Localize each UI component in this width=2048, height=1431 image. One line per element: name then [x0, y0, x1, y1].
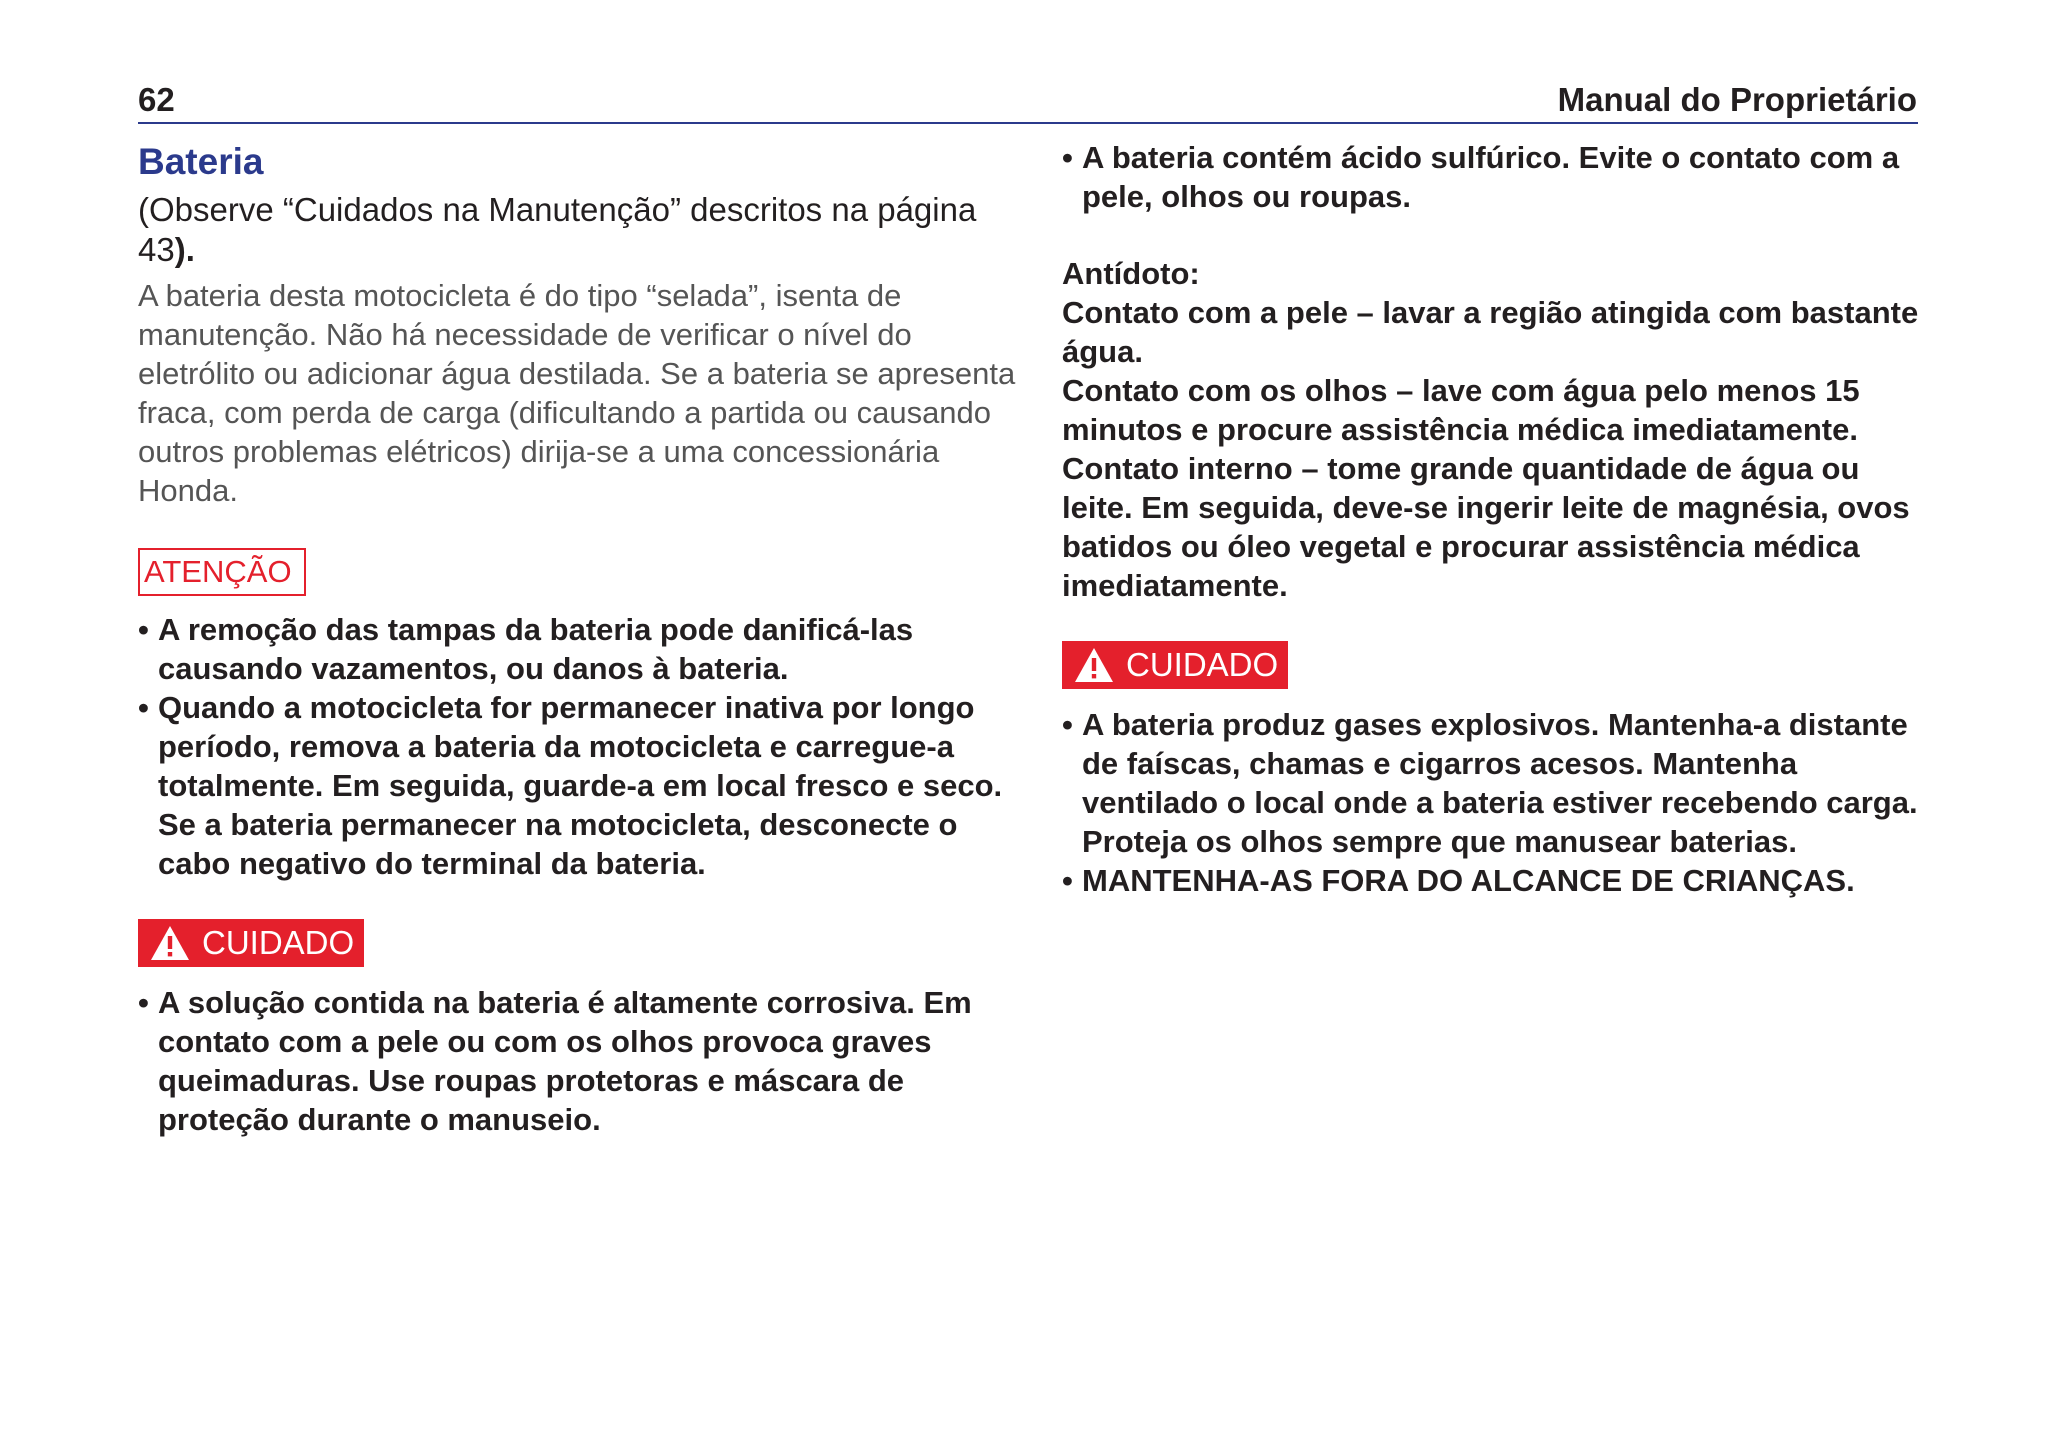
manual-title: Manual do Proprietário: [1557, 81, 1917, 118]
acid-warning-text: A bateria contém ácido sulfúrico. Evite o contato com a pele, olhos ou roupas.: [1082, 140, 1900, 214]
antidote-line: Contato com a pele – lavar a região atingida com bastante água.: [1062, 295, 1919, 369]
list-item: [1062, 861, 1922, 900]
left-column: [138, 138, 1018, 1139]
atencao-item-text: A remoção das tampas da bateria pode danificá-las causando vazamentos, ou danos à bateria.: [158, 612, 914, 686]
bullet-dot: •: [1062, 863, 1073, 898]
antidote-line: Contato com os olhos – lave com água pelo menos 15 minutos e procure assistência médica imediatamente.: [1062, 373, 1860, 447]
section-title: Bateria: [138, 141, 264, 182]
bullet-dot: •: [138, 612, 149, 647]
warning-triangle-icon: [150, 925, 190, 961]
bullet-dot: •: [138, 690, 149, 725]
warning-triangle-icon: [1074, 647, 1114, 683]
list-item: [1062, 705, 1922, 861]
reference-text: (Observe “Cuidados na Manutenção” descritos na página 43: [138, 191, 977, 268]
antidote-line: Contato interno – tome grande quantidade de água ou leite. Em seguida, deve-se ingerir leite de magnésia, ovos batidos ou óleo vegetal e procurar assistência médica imediatamente.: [1062, 451, 1910, 603]
antidote-block: [1062, 254, 1922, 605]
atencao-item-text: Quando a motocicleta for permanecer inativa por longo período, remova a bateria da motocicleta e carregue-a totalmente. Em seguida, guarde-a em local fresco e seco. Se a bateria permanecer na motocicleta, desconecte o cabo negativo do terminal da bateria.: [158, 690, 1003, 881]
right-column: [1062, 138, 1922, 900]
antidote-title: Antídoto:: [1062, 256, 1200, 291]
battery-description: A bateria desta motocicleta é do tipo “selada”, isenta de manutenção. Não há necessidade de verificar o nível do eletrólito ou adicionar água destilada. Se a bateria se apresenta fraca, com perda de carga (dificultando a partida ou causando outros problemas elétricos) dirija-se a uma concessionária Honda.: [138, 278, 1016, 508]
atencao-list: [138, 610, 1018, 883]
cuidado-label-text: CUIDADO: [1126, 646, 1279, 683]
bullet-dot: •: [1062, 707, 1073, 742]
reference-note: [138, 190, 1018, 270]
page-number: 62: [138, 81, 175, 118]
list-item: [1062, 138, 1922, 216]
list-item: [138, 610, 1018, 688]
cuidado-label: [1062, 641, 1288, 689]
reference-close: ).: [174, 231, 195, 268]
bullet-dot: •: [1062, 140, 1073, 175]
cuidado-item-text: A solução contida na bateria é altamente corrosiva. Em contato com a pele ou com os olhos provoca graves queimaduras. Use roupas protetoras e máscara de proteção durante o manuseio.: [158, 985, 972, 1137]
cuidado-list: [138, 983, 1018, 1139]
cuidado-item-text: A bateria produz gases explosivos. Mantenha-a distante de faíscas, chamas e cigarros acesos. Mantenha ventilado o local onde a bateria estiver recebendo carga. Proteja os olhos sempre que manusear baterias.: [1082, 707, 1918, 859]
acid-warning-list: [1062, 138, 1922, 216]
atencao-label: ATENÇÃO: [138, 548, 306, 596]
cuidado-item-text: MANTENHA-AS FORA DO ALCANCE DE CRIANÇAS.: [1082, 863, 1855, 898]
cuidado-list: [1062, 705, 1922, 900]
cuidado-label-text: CUIDADO: [202, 924, 355, 961]
bullet-dot: •: [138, 985, 149, 1020]
header-rule: [138, 122, 1918, 124]
list-item: [138, 983, 1018, 1139]
list-item: [138, 688, 1018, 883]
cuidado-label: [138, 919, 364, 967]
